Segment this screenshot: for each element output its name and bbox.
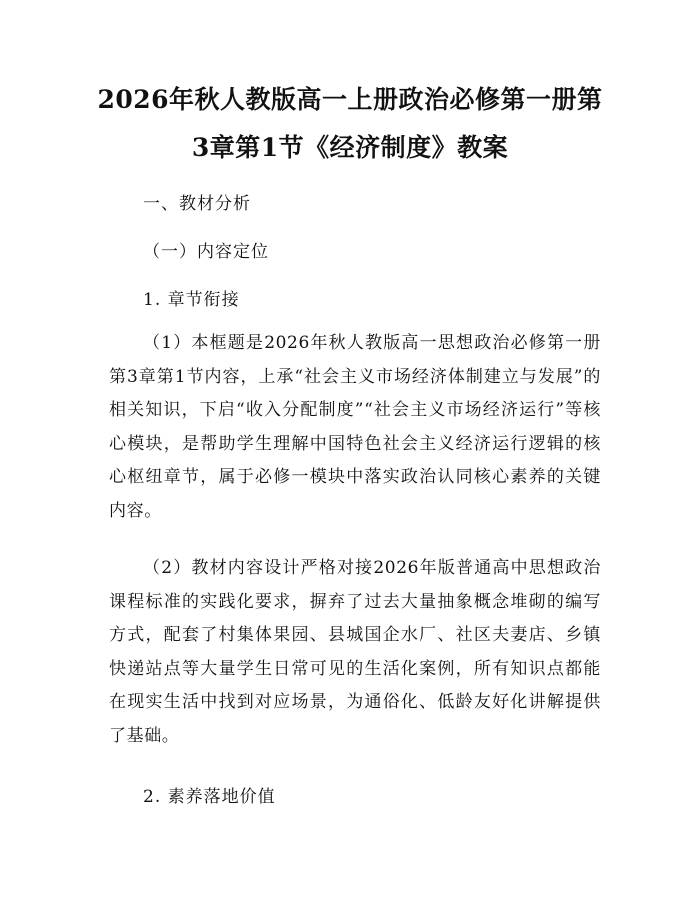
document-title-line-2: 3章第1节《经济制度》教案 <box>191 133 509 162</box>
item-heading-literacy-value: 2. 素养落地价值 <box>143 787 276 807</box>
item-heading-chapter-connection: 1. 章节衔接 <box>143 290 240 310</box>
paragraph-2: （2）教材内容设计严格对接2026年版普通高中思想政治课程标准的实践化要求，摒弃了过去大量抽象概念堆砌的编写方式，配套了村集体果园、县城国企水厂、社区夫妻店、乡镇快递站点等大量学生日常可见的生活化案例，所有知识点都能在现实生活中找到对应场景，为通俗化、低龄友好化讲解提供了基础。 <box>109 558 601 746</box>
section-heading-textbook-analysis: 一、教材分析 <box>143 194 251 214</box>
paragraph-1: （1）本框题是2026年秋人教版高一思想政治必修第一册第3章第1节内容，上承“社会主义市场经济体制建立与发展”的相关知识，下启“收入分配制度”“社会主义市场经济运行”等核心模块，是帮助学生理解中国特色社会主义经济运行逻辑的核心枢纽章节，属于必修一模块中落实政治认同核心素养的关键内容。 <box>109 333 601 521</box>
subsection-heading-content-positioning: （一）内容定位 <box>143 242 269 262</box>
document-title-line-1: 2026年秋人教版高一上册政治必修第一册第 <box>97 85 603 114</box>
